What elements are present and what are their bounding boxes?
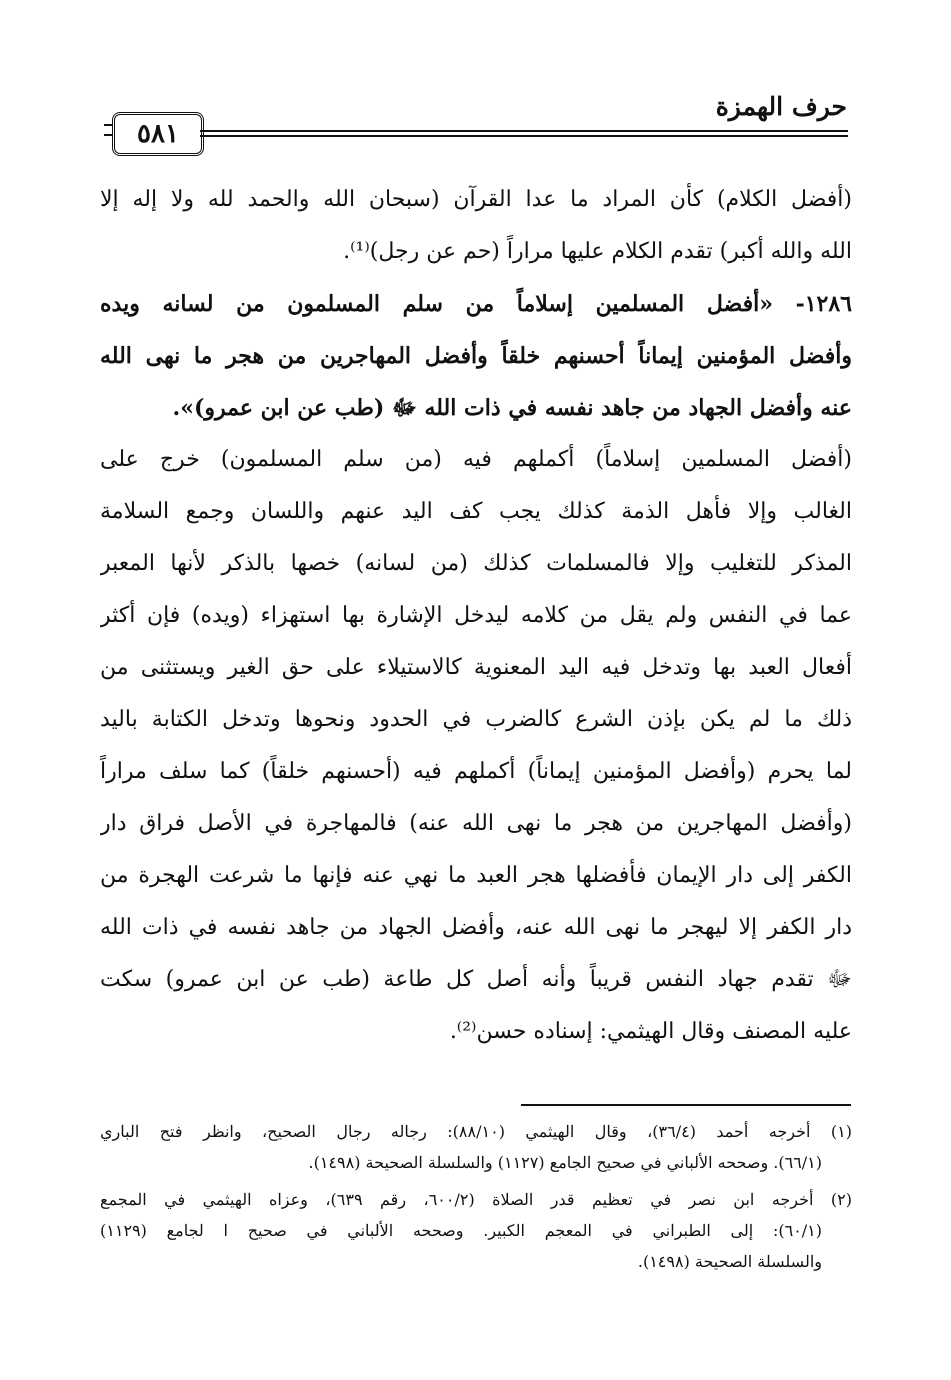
footnote-line: (٢) أخرجه ابن نصر في تعظيم قدر الصلاة (٦٠٠/٢، رقم ٦٣٩)، وعزاه الهيثمي في المجمع [100, 1190, 852, 1209]
text-line: ﷻ تقدم جهاد النفس قريباً وأنه أصل كل طاعة (طب عن ابن عمرو) سكت [100, 967, 852, 992]
footnote-line: والسلسلة الصحيحة (١٤٩٨). [637, 1252, 822, 1271]
page-number-frame [112, 112, 204, 156]
text-line: لما يحرم (وأفضل المؤمنين إيماناً) أكملهم فيه (أحسنهم خلقاً) كما سلف مراراً [100, 759, 852, 784]
footnote-2 [100, 1184, 852, 1277]
footnote-separator [521, 1104, 851, 1106]
header-rule-end-mark [104, 124, 112, 136]
text-line: أفعال العبد بها وتدخل فيه اليد المعنوية كالاستيلاء على حق الغير ويستثنى من [100, 655, 852, 680]
footnote-line: (٦٠/١): إلى الطبراني في المعجم الكبير. وصححه الألباني في صحيح ا لجامع (١١٢٩) [100, 1221, 822, 1240]
text-line: (وأفضل المهاجرين من هجر ما نهى الله عنه) فالمهاجرة في الأصل فراق دار [100, 811, 852, 836]
text-line: الغالب وإلا فأهل الذمة كذلك يجب كف اليد عنهم واللسان وجمع السلامة [100, 499, 852, 524]
hadith-line: ١٢٨٦- «أفضل المسلمين إسلاماً من سلم المسلمون من لسانه ويده [100, 291, 852, 317]
text-line: ذلك ما لم يكن بإذن الشرع كالضرب في الحدود ونحوها وتدخل الكتابة باليد [100, 707, 852, 732]
text-line: (أفضل المسلمين إسلاماً) أكملهم فيه (من سلم المسلمون) خرج على [100, 447, 852, 472]
footnote-line: (٦٦/١). وصححه الألباني في صحيح الجامع (١١٢٧) والسلسلة الصحيحة (١٤٩٨). [308, 1153, 822, 1172]
text-line: عليه المصنف وقال الهيثمي: إسناده حسن⁽²⁾. [449, 1019, 852, 1044]
main-text [100, 174, 852, 1058]
running-title: حرف الهمزة [715, 92, 847, 121]
footnote-1 [100, 1116, 852, 1178]
footnotes [100, 1116, 852, 1277]
page-number: ٥٨١ [137, 119, 179, 149]
hadith-line: وأفضل المؤمنين إيماناً أحسنهم خلقاً وأفضل المهاجرين من هجر ما نهى الله [100, 343, 852, 369]
text-line: الله والله أكبر) تقدم الكلام عليها مراراً (حم عن رجل)⁽¹⁾. [343, 239, 852, 264]
text-line: عما في النفس ولم يقل من كلامه ليدخل الإشارة بها استهزاء (ويده) فإن أكثر [100, 603, 852, 628]
header-rule [200, 130, 848, 137]
text-line: المذكر للتغليب وإلا فالمسلمات كذلك (من لسانه) خصها بالذكر لأنها المعبر [100, 551, 852, 576]
footnote-line: (١) أخرجه أحمد (٣٦/٤)، وقال الهيثمي (٨٨/١٠): رجاله رجال الصحيح، وانظر فتح الباري [100, 1122, 852, 1141]
text-line: دار الكفر إلا ليهجر ما نهى الله عنه، وأفضل الجهاد من جاهد نفسه في ذات الله [100, 915, 852, 940]
text-line: الكفر إلى دار الإيمان فأفضلها هجر العبد ما نهي عنه فإنها ما شرعت الهجرة من [100, 863, 852, 888]
text-line: (أفضل الكلام) كأن المراد ما عدا القرآن (سبحان الله والحمد لله ولا إله إلا [100, 187, 852, 212]
hadith-line: عنه وأفضل الجهاد من جاهد نفسه في ذات الله ﷻ (طب عن ابن عمرو)». [172, 395, 852, 421]
